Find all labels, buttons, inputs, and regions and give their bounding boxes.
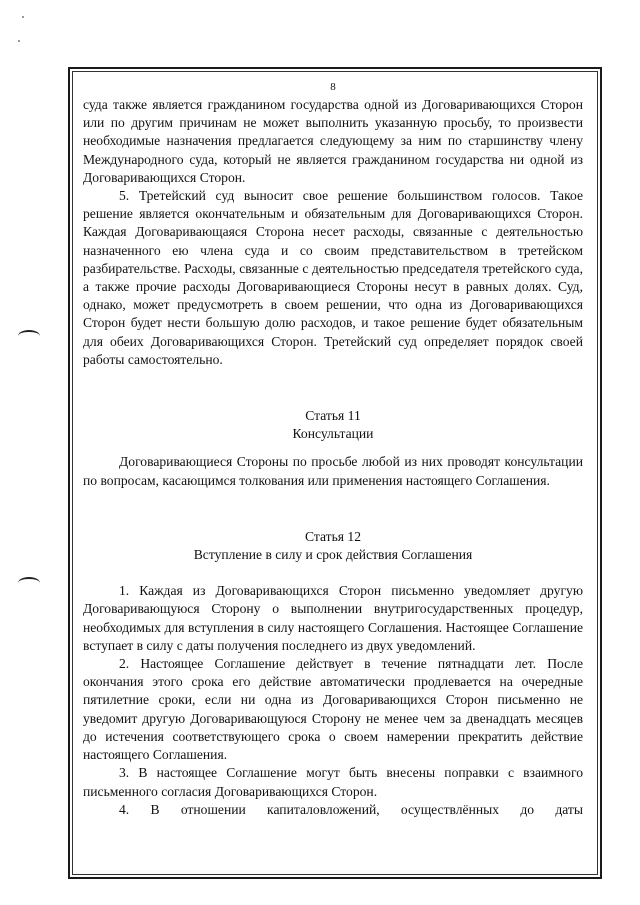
article-11-title: Консультации — [292, 426, 374, 442]
page-number: 8 — [330, 81, 336, 93]
spacer — [83, 443, 583, 453]
article-11-text: Договаривающиеся Стороны по просьбе любой из них проводят консультации по вопросам, касающимся толкования или применения настоящего Соглашения. — [83, 454, 583, 488]
article-11-number: Статья 11 — [305, 408, 361, 424]
article-12-paragraph-1: 1. Каждая из Договаривающихся Сторон письменно уведомляет другую Договаривающуюся Сторону о выполнении внутригосударственных процедур, необходимых для вступления в силу настоящего Соглашения. Настоящее Соглашение вступает в силу с даты получения последнего из двух уведомлений. — [83, 583, 583, 653]
document-body — [83, 80, 583, 819]
article-12-paragraph-2: 2. Настоящее Соглашение действует в течение пятнадцати лет. После окончания этого срока его действие автоматически продлевается на очередные пятилетние сроки, если ни одна из Договаривающихся Сторон письменно не уведомит другую Договаривающуюся Сторону не менее чем за двенадцать месяцев до истечения соответствующего срока о своем намерении прекратить действие настоящего Соглашения. — [83, 656, 583, 763]
binding-hole-mark-top — [18, 330, 40, 342]
spacer — [83, 369, 583, 407]
article-12-title: Вступление в силу и срок действия Соглашения — [193, 547, 473, 563]
article-12-paragraph-4: 4. В отношении капиталовложений, осуществлённых до даты — [119, 801, 583, 817]
binding-hole-mark-bottom — [18, 577, 40, 589]
scan-speck — [22, 16, 24, 18]
continuation-paragraph: суда также является гражданином государства одной из Договаривающихся Сторон или по другим причинам не может выполнить указанную просьбу, то произвести необходимые назначения предлагается следующему за ним по старшинству члену Международного суда, который не является гражданином государства ни одной из Договаривающихся Сторон. — [83, 97, 583, 185]
spacer — [83, 490, 583, 528]
article-12-paragraph-3: 3. В настоящее Соглашение могут быть внесены поправки с взаимного письменного согласия Договаривающихся Сторон. — [83, 765, 583, 799]
spacer — [83, 564, 583, 582]
paragraph-5: 5. Третейский суд выносит свое решение большинством голосов. Такое решение является окончательным и обязательным для Договаривающихся Сторон. Каждая Договаривающаяся Сторона несет расходы, связанные с деятельностью назначенного ею члена суда и со своим представительством в третейском разбирательстве. Расходы, связанные с деятельностью председателя третейского суда, а также прочие расходы Договаривающиеся Стороны несут в равных долях. Суд, однако, может предусмотреть в своем решении, что одна из Договаривающихся Сторон будет нести большую долю расходов, и такое решение будет обязательным для обеих Договаривающихся Сторон. Третейский суд определяет порядок своей работы самостоятельно. — [83, 188, 583, 367]
article-12-number: Статья 12 — [304, 528, 362, 544]
scan-speck — [18, 40, 20, 42]
